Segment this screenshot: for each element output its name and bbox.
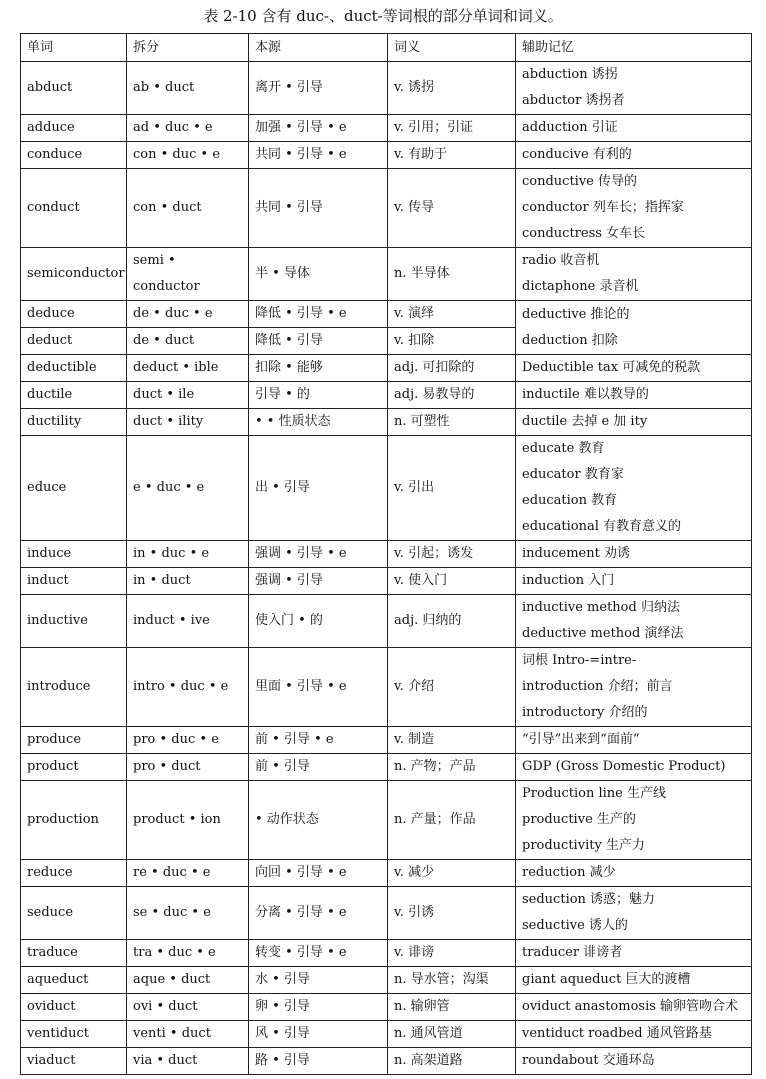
cell-word: induce bbox=[21, 541, 127, 568]
table-row bbox=[21, 115, 752, 142]
cell-meaning: adj. 归纳的 bbox=[388, 595, 516, 648]
cell-origin: 离开 • 引导 bbox=[249, 62, 388, 115]
cell-origin: 共同 • 引导 • e bbox=[249, 142, 388, 169]
cell-origin: 强调 • 引导 • e bbox=[249, 541, 388, 568]
cell-memo bbox=[516, 727, 752, 754]
table-row bbox=[21, 994, 752, 1021]
cell-origin: 降低 • 引导 • e bbox=[249, 301, 388, 328]
cell-meaning: n. 通风管道 bbox=[388, 1021, 516, 1048]
cell-meaning: v. 引用；引证 bbox=[388, 115, 516, 142]
cell-word: educe bbox=[21, 436, 127, 541]
cell-memo bbox=[516, 169, 752, 248]
cell-split: duct • ile bbox=[127, 382, 249, 409]
table-row bbox=[21, 781, 752, 860]
memo-line: oviduct anastomosis 输卵管吻合术 bbox=[522, 999, 739, 1014]
cell-memo bbox=[516, 967, 752, 994]
cell-word: deduce bbox=[21, 301, 127, 328]
cell-meaning: n. 产物；产品 bbox=[388, 754, 516, 781]
cell-meaning: n. 高架道路 bbox=[388, 1048, 516, 1075]
cell-split: in • duct bbox=[127, 568, 249, 595]
memo-line: roundabout 交通环岛 bbox=[522, 1053, 655, 1068]
cell-origin: • • 性质状态 bbox=[249, 409, 388, 436]
table-row bbox=[21, 754, 752, 781]
memo-line: Production line 生产线 bbox=[522, 786, 666, 801]
cell-word: deductible bbox=[21, 355, 127, 382]
cell-word: deduct bbox=[21, 328, 127, 355]
cell-meaning: v. 诽谤 bbox=[388, 940, 516, 967]
memo-line: reduction 减少 bbox=[522, 865, 616, 880]
cell-origin: 前 • 引导 bbox=[249, 754, 388, 781]
cell-meaning: adj. 易教导的 bbox=[388, 382, 516, 409]
cell-word: production bbox=[21, 781, 127, 860]
table-row bbox=[21, 169, 752, 248]
memo-line: inductive method 归纳法 bbox=[522, 600, 680, 615]
memo-line: conductress 女车长 bbox=[522, 226, 646, 241]
cell-word: conduce bbox=[21, 142, 127, 169]
cell-meaning: n. 导水管；沟渠 bbox=[388, 967, 516, 994]
memo-line: seductive 诱人的 bbox=[522, 918, 628, 933]
header-split: 拆分 bbox=[127, 34, 249, 62]
cell-meaning: n. 产量；作品 bbox=[388, 781, 516, 860]
table-caption: 表 2-10 含有 duc-、duct-等词根的部分单词和词义。 bbox=[203, 7, 563, 25]
memo-line: conductive 传导的 bbox=[522, 174, 638, 189]
cell-memo bbox=[516, 409, 752, 436]
memo-line: traducer 诽谤者 bbox=[522, 945, 623, 960]
table-row bbox=[21, 409, 752, 436]
cell-word: induct bbox=[21, 568, 127, 595]
cell-word: viaduct bbox=[21, 1048, 127, 1075]
memo-line: abductor 诱拐者 bbox=[522, 93, 625, 108]
cell-split: product • ion bbox=[127, 781, 249, 860]
header-memo: 辅助记忆 bbox=[516, 34, 752, 62]
cell-memo bbox=[516, 115, 752, 142]
memo-line: “引导”出来到“面前” bbox=[522, 732, 640, 747]
cell-split: semi • conductor bbox=[127, 248, 249, 301]
cell-meaning: v. 使入门 bbox=[388, 568, 516, 595]
cell-word: ventiduct bbox=[21, 1021, 127, 1048]
cell-memo bbox=[516, 754, 752, 781]
cell-word: abduct bbox=[21, 62, 127, 115]
cell-split: venti • duct bbox=[127, 1021, 249, 1048]
table-row bbox=[21, 436, 752, 541]
table-row bbox=[21, 727, 752, 754]
table-row bbox=[21, 142, 752, 169]
table-row bbox=[21, 355, 752, 382]
cell-split: re • duc • e bbox=[127, 860, 249, 887]
cell-origin: 分离 • 引导 • e bbox=[249, 887, 388, 940]
memo-line: conducive 有利的 bbox=[522, 147, 632, 162]
cell-meaning: v. 引起；诱发 bbox=[388, 541, 516, 568]
memo-line: GDP (Gross Domestic Product) bbox=[522, 759, 726, 774]
cell-split: in • duc • e bbox=[127, 541, 249, 568]
table-row bbox=[21, 940, 752, 967]
memo-line: education 教育 bbox=[522, 493, 618, 508]
cell-split: con • duc • e bbox=[127, 142, 249, 169]
memo-line: Deductible tax 可减免的税款 bbox=[522, 360, 701, 375]
memo-line: educational 有教育意义的 bbox=[522, 519, 682, 534]
memo-line: deduction 扣除 bbox=[522, 332, 618, 348]
cell-origin: 扣除 • 能够 bbox=[249, 355, 388, 382]
cell-meaning: n. 半导体 bbox=[388, 248, 516, 301]
memo-line: radio 收音机 bbox=[522, 253, 600, 268]
table-row bbox=[21, 248, 752, 301]
header-word: 单词 bbox=[21, 34, 127, 62]
cell-origin: 加强 • 引导 • e bbox=[249, 115, 388, 142]
cell-origin: 水 • 引导 bbox=[249, 967, 388, 994]
cell-origin: 使入门 • 的 bbox=[249, 595, 388, 648]
cell-word: traduce bbox=[21, 940, 127, 967]
cell-split: induct • ive bbox=[127, 595, 249, 648]
memo-line: educator 教育家 bbox=[522, 467, 624, 482]
cell-memo bbox=[516, 142, 752, 169]
cell-memo bbox=[516, 860, 752, 887]
memo-line: seduction 诱惑；魅力 bbox=[522, 892, 656, 907]
cell-origin: 转变 • 引导 • e bbox=[249, 940, 388, 967]
memo-line: dictaphone 录音机 bbox=[522, 279, 639, 294]
cell-memo bbox=[516, 887, 752, 940]
cell-memo bbox=[516, 541, 752, 568]
cell-origin: 降低 • 引导 bbox=[249, 328, 388, 355]
cell-origin: 共同 • 引导 bbox=[249, 169, 388, 248]
memo-line: abduction 诱拐 bbox=[522, 67, 618, 82]
cell-split: intro • duc • e bbox=[127, 648, 249, 727]
header-meaning: 词义 bbox=[388, 34, 516, 62]
memo-line: deductive 推论的 bbox=[522, 306, 630, 322]
cell-split: duct • ility bbox=[127, 409, 249, 436]
cell-word: reduce bbox=[21, 860, 127, 887]
cell-word: seduce bbox=[21, 887, 127, 940]
cell-origin: 路 • 引导 bbox=[249, 1048, 388, 1075]
table-row bbox=[21, 541, 752, 568]
cell-origin: 引导 • 的 bbox=[249, 382, 388, 409]
memo-line: conductor 列车长；指挥家 bbox=[522, 200, 684, 215]
cell-word: aqueduct bbox=[21, 967, 127, 994]
cell-origin: 强调 • 引导 bbox=[249, 568, 388, 595]
memo-line: deductive method 演绎法 bbox=[522, 626, 684, 641]
cell-memo bbox=[516, 301, 752, 355]
cell-memo bbox=[516, 595, 752, 648]
header-origin: 本源 bbox=[249, 34, 388, 62]
memo-line: productive 生产的 bbox=[522, 812, 636, 827]
cell-split: ad • duc • e bbox=[127, 115, 249, 142]
cell-meaning: v. 扣除 bbox=[388, 328, 516, 355]
table-row bbox=[21, 62, 752, 115]
cell-meaning: v. 演绎 bbox=[388, 301, 516, 328]
cell-word: semiconductor bbox=[21, 248, 127, 301]
cell-origin: • 动作状态 bbox=[249, 781, 388, 860]
cell-meaning: adj. 可扣除的 bbox=[388, 355, 516, 382]
memo-line: inductile 难以教导的 bbox=[522, 387, 649, 402]
cell-meaning: v. 制造 bbox=[388, 727, 516, 754]
cell-meaning: v. 传导 bbox=[388, 169, 516, 248]
cell-word: product bbox=[21, 754, 127, 781]
cell-origin: 前 • 引导 • e bbox=[249, 727, 388, 754]
cell-split: con • duct bbox=[127, 169, 249, 248]
cell-origin: 出 • 引导 bbox=[249, 436, 388, 541]
cell-split: via • duct bbox=[127, 1048, 249, 1075]
memo-line: inducement 劝诱 bbox=[522, 546, 630, 561]
cell-memo bbox=[516, 248, 752, 301]
cell-split: aque • duct bbox=[127, 967, 249, 994]
cell-word: adduce bbox=[21, 115, 127, 142]
cell-memo bbox=[516, 781, 752, 860]
cell-split: deduct • ible bbox=[127, 355, 249, 382]
cell-origin: 里面 • 引导 • e bbox=[249, 648, 388, 727]
memo-line: 词根 Intro-=intre- bbox=[522, 653, 637, 668]
cell-word: inductive bbox=[21, 595, 127, 648]
cell-memo bbox=[516, 1021, 752, 1048]
cell-memo bbox=[516, 648, 752, 727]
cell-origin: 风 • 引导 bbox=[249, 1021, 388, 1048]
table-row bbox=[21, 1048, 752, 1075]
cell-split: e • duc • e bbox=[127, 436, 249, 541]
cell-split: de • duct bbox=[127, 328, 249, 355]
cell-word: conduct bbox=[21, 169, 127, 248]
cell-memo bbox=[516, 994, 752, 1021]
cell-memo bbox=[516, 940, 752, 967]
memo-line: introductory 介绍的 bbox=[522, 705, 648, 720]
cell-memo bbox=[516, 436, 752, 541]
cell-memo bbox=[516, 355, 752, 382]
memo-line: productivity 生产力 bbox=[522, 838, 645, 853]
cell-meaning: v. 引诱 bbox=[388, 887, 516, 940]
table-row bbox=[21, 967, 752, 994]
table-row bbox=[21, 301, 752, 328]
cell-split: pro • duc • e bbox=[127, 727, 249, 754]
cell-word: introduce bbox=[21, 648, 127, 727]
vocabulary-table bbox=[20, 33, 752, 1075]
cell-split: ovi • duct bbox=[127, 994, 249, 1021]
cell-split: de • duc • e bbox=[127, 301, 249, 328]
cell-meaning: v. 有助于 bbox=[388, 142, 516, 169]
cell-split: pro • duct bbox=[127, 754, 249, 781]
cell-meaning: n. 输卵管 bbox=[388, 994, 516, 1021]
memo-line: induction 入门 bbox=[522, 573, 615, 588]
cell-memo bbox=[516, 62, 752, 115]
cell-memo bbox=[516, 568, 752, 595]
memo-line: ventiduct roadbed 通风管路基 bbox=[522, 1026, 712, 1041]
cell-memo bbox=[516, 1048, 752, 1075]
cell-origin: 卵 • 引导 bbox=[249, 994, 388, 1021]
cell-word: produce bbox=[21, 727, 127, 754]
table-row bbox=[21, 860, 752, 887]
header-row bbox=[21, 34, 752, 62]
cell-meaning: n. 可塑性 bbox=[388, 409, 516, 436]
memo-line: educate 教育 bbox=[522, 441, 605, 456]
cell-word: ductility bbox=[21, 409, 127, 436]
table-row bbox=[21, 887, 752, 940]
cell-word: oviduct bbox=[21, 994, 127, 1021]
table-row bbox=[21, 382, 752, 409]
memo-line: introduction 介绍；前言 bbox=[522, 679, 673, 694]
cell-split: se • duc • e bbox=[127, 887, 249, 940]
table-row bbox=[21, 1021, 752, 1048]
cell-split: ab • duct bbox=[127, 62, 249, 115]
cell-meaning: v. 诱拐 bbox=[388, 62, 516, 115]
memo-line: giant aqueduct 巨大的渡槽 bbox=[522, 972, 691, 987]
cell-origin: 向回 • 引导 • e bbox=[249, 860, 388, 887]
table-row bbox=[21, 568, 752, 595]
cell-split: tra • duc • e bbox=[127, 940, 249, 967]
table-row bbox=[21, 595, 752, 648]
cell-memo bbox=[516, 382, 752, 409]
table-row bbox=[21, 648, 752, 727]
cell-meaning: v. 引出 bbox=[388, 436, 516, 541]
cell-origin: 半 • 导体 bbox=[249, 248, 388, 301]
cell-word: ductile bbox=[21, 382, 127, 409]
cell-meaning: v. 减少 bbox=[388, 860, 516, 887]
memo-line: ductile 去掉 e 加 ity bbox=[522, 414, 648, 429]
memo-line: adduction 引证 bbox=[522, 120, 618, 135]
cell-meaning: v. 介绍 bbox=[388, 648, 516, 727]
table-body bbox=[21, 62, 752, 1075]
